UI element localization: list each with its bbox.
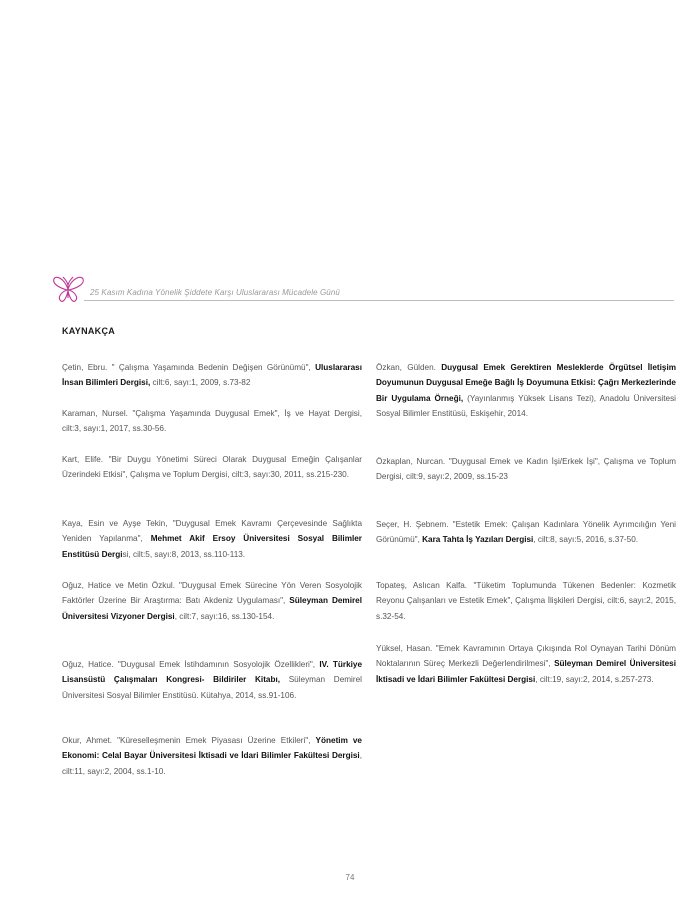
page-number: 74 xyxy=(345,873,355,882)
reference-text-part: Oğuz, Hatice. "Duygusal Emek İstihdamının Sosyolojik Özellikleri", xyxy=(62,660,320,670)
reference-text-part: Oğuz, Hatice ve Metin Özkul. "Duygusal Emek Sürecine Yön Veren Sosyolojik Faktörler Üzerine Bir Araştırma: Batı Akdeniz Uygulaması", xyxy=(62,581,362,606)
reference-entry xyxy=(62,406,362,437)
reference-text-part: si, cilt:5, sayı:8, 2013, ss.110-113. xyxy=(122,549,246,559)
reference-bold-part: Süleyman Demirel Üniversitesi İktisadi ve İdari Bilimler Fakültesi Dergisi xyxy=(376,659,676,684)
reference-bold-part: Yönetim ve Ekonomi: Celal Bayar Üniversitesi İktisadi ve İdari Bilimler Fakültesi Dergisi xyxy=(62,736,362,761)
reference-entry xyxy=(62,733,362,779)
page-header xyxy=(52,272,674,304)
reference-entry xyxy=(376,578,676,624)
reference-bold-part: IV. Türkiye Lisansüstü Çalışmaları Kongresi- Bildiriler Kitabı, xyxy=(62,660,362,685)
reference-text-part: , cilt:11, sayı:2, 2004, ss.1-10. xyxy=(62,751,362,776)
reference-bold-part: Uluslararası İnsan Bilimleri Dergisi, xyxy=(62,363,362,388)
reference-bold-part: Kara Tahta İş Yazıları Dergisi xyxy=(422,535,534,545)
reference-bold-part: Süleyman Demirel Üniversitesi Vizyoner Dergisi xyxy=(62,596,362,621)
header-divider xyxy=(84,300,674,301)
reference-bold-part: Mehmet Akif Ersoy Üniversitesi Sosyal Bilimler Enstitüsü Dergi xyxy=(62,534,362,559)
reference-text-part: Yüksel, Hasan. "Emek Kavramının Ortaya Çıkışında Rol Oynayan Tarihi Dönüm Noktalarının Süreç Merkezli Değerlendirilmesi", xyxy=(376,644,676,669)
reference-entry xyxy=(62,452,362,483)
reference-text-part: Topateş, Aslıcan Kalfa. "Tüketim Toplumunda Tükenen Bedenler: Kozmetik Reyonu Çalışanları ve Estetik Emek", Çalışma İlişkileri Dergisi, cilt:6, sayı:2, 2015, s.32-54. xyxy=(376,581,676,621)
reference-entry xyxy=(376,517,676,548)
reference-text-part: Süleyman Demirel Üniversitesi Sosyal Bilimler Enstitüsü. Kütahya, 2014, ss.91-106. xyxy=(62,675,362,700)
reference-text-part: , cilt:19, sayı:2, 2014, s.257-273. xyxy=(535,674,654,684)
reference-text-part: Özkan, Gülden. xyxy=(376,363,442,373)
header-title: 25 Kasım Kadına Yönelik Şiddete Karşı Uluslararası Mücadele Günü xyxy=(90,288,340,297)
reference-bold-part: Duygusal Emek Gerektiren Mesleklerde Örgütsel İletişim Doyumunun Duygusal Emeğe Bağlı İş Doyumuna Etkisi: Çağrı Merkezlerinde Bir Uygulama Örneği, xyxy=(376,363,676,403)
reference-text-part: cilt:6, sayı:1, 2009, s.73-82 xyxy=(150,378,251,388)
reference-text-part: Okur, Ahmet. "Küreselleşmenin Emek Piyasası Üzerine Etkileri", xyxy=(62,736,316,746)
reference-text-part: , cilt:7, sayı:16, ss.130-154. xyxy=(174,611,275,621)
reference-entry xyxy=(62,578,362,624)
reference-text-part: , cilt:8, sayı:5, 2016, s.37-50. xyxy=(533,535,639,545)
reference-entry xyxy=(62,516,362,562)
reference-text-part: Özkaplan, Nurcan. "Duygusal Emek ve Kadın İşi/Erkek İşi", Çalışma ve Toplum Dergisi, cilt:9, sayı:2, 2009, ss.15-23 xyxy=(376,457,676,482)
reference-text-part: Kaya, Esin ve Ayşe Tekin, "Duygusal Emek Kavramı Çerçevesinde Sağlıkta Yeniden Yapılanma", xyxy=(62,519,362,544)
reference-entry xyxy=(376,454,676,485)
reference-text-part: (Yayınlanmış Yüksek Lisans Tezi), Anadolu Üniversitesi Sosyal Bilimler Enstitüsü, Eskişehir, 2014. xyxy=(376,393,676,419)
reference-text-part: Seçer, H. Şebnem. "Estetik Emek: Çalışan Kadınlara Yönelik Ayrımcılığın Yeni Görünümü", xyxy=(376,520,676,545)
reference-entry xyxy=(62,360,362,391)
reference-entry xyxy=(376,360,676,421)
butterfly-icon xyxy=(52,274,86,304)
reference-entry xyxy=(376,641,676,687)
reference-text-part: Karaman, Nursel. "Çalışma Yaşamında Duygusal Emek", İş ve Hayat Dergisi, cilt:3, sayı:1, 2017, ss.30-56. xyxy=(62,409,362,434)
reference-text-part: Kart, Elife. "Bir Duygu Yönetimi Süreci Olarak Duygusal Emeğin Çalışanlar Üzerindeki Etkisi", Çalışma ve Toplum Dergisi, cilt:3, sayı:30, 2011, ss.215-230. xyxy=(62,455,362,480)
section-title: KAYNAKÇA xyxy=(62,326,116,336)
reference-text-part: Çetin, Ebru. " Çalışma Yaşamında Bedenin Değişen Görünümü", xyxy=(62,363,316,373)
reference-entry xyxy=(62,657,362,703)
